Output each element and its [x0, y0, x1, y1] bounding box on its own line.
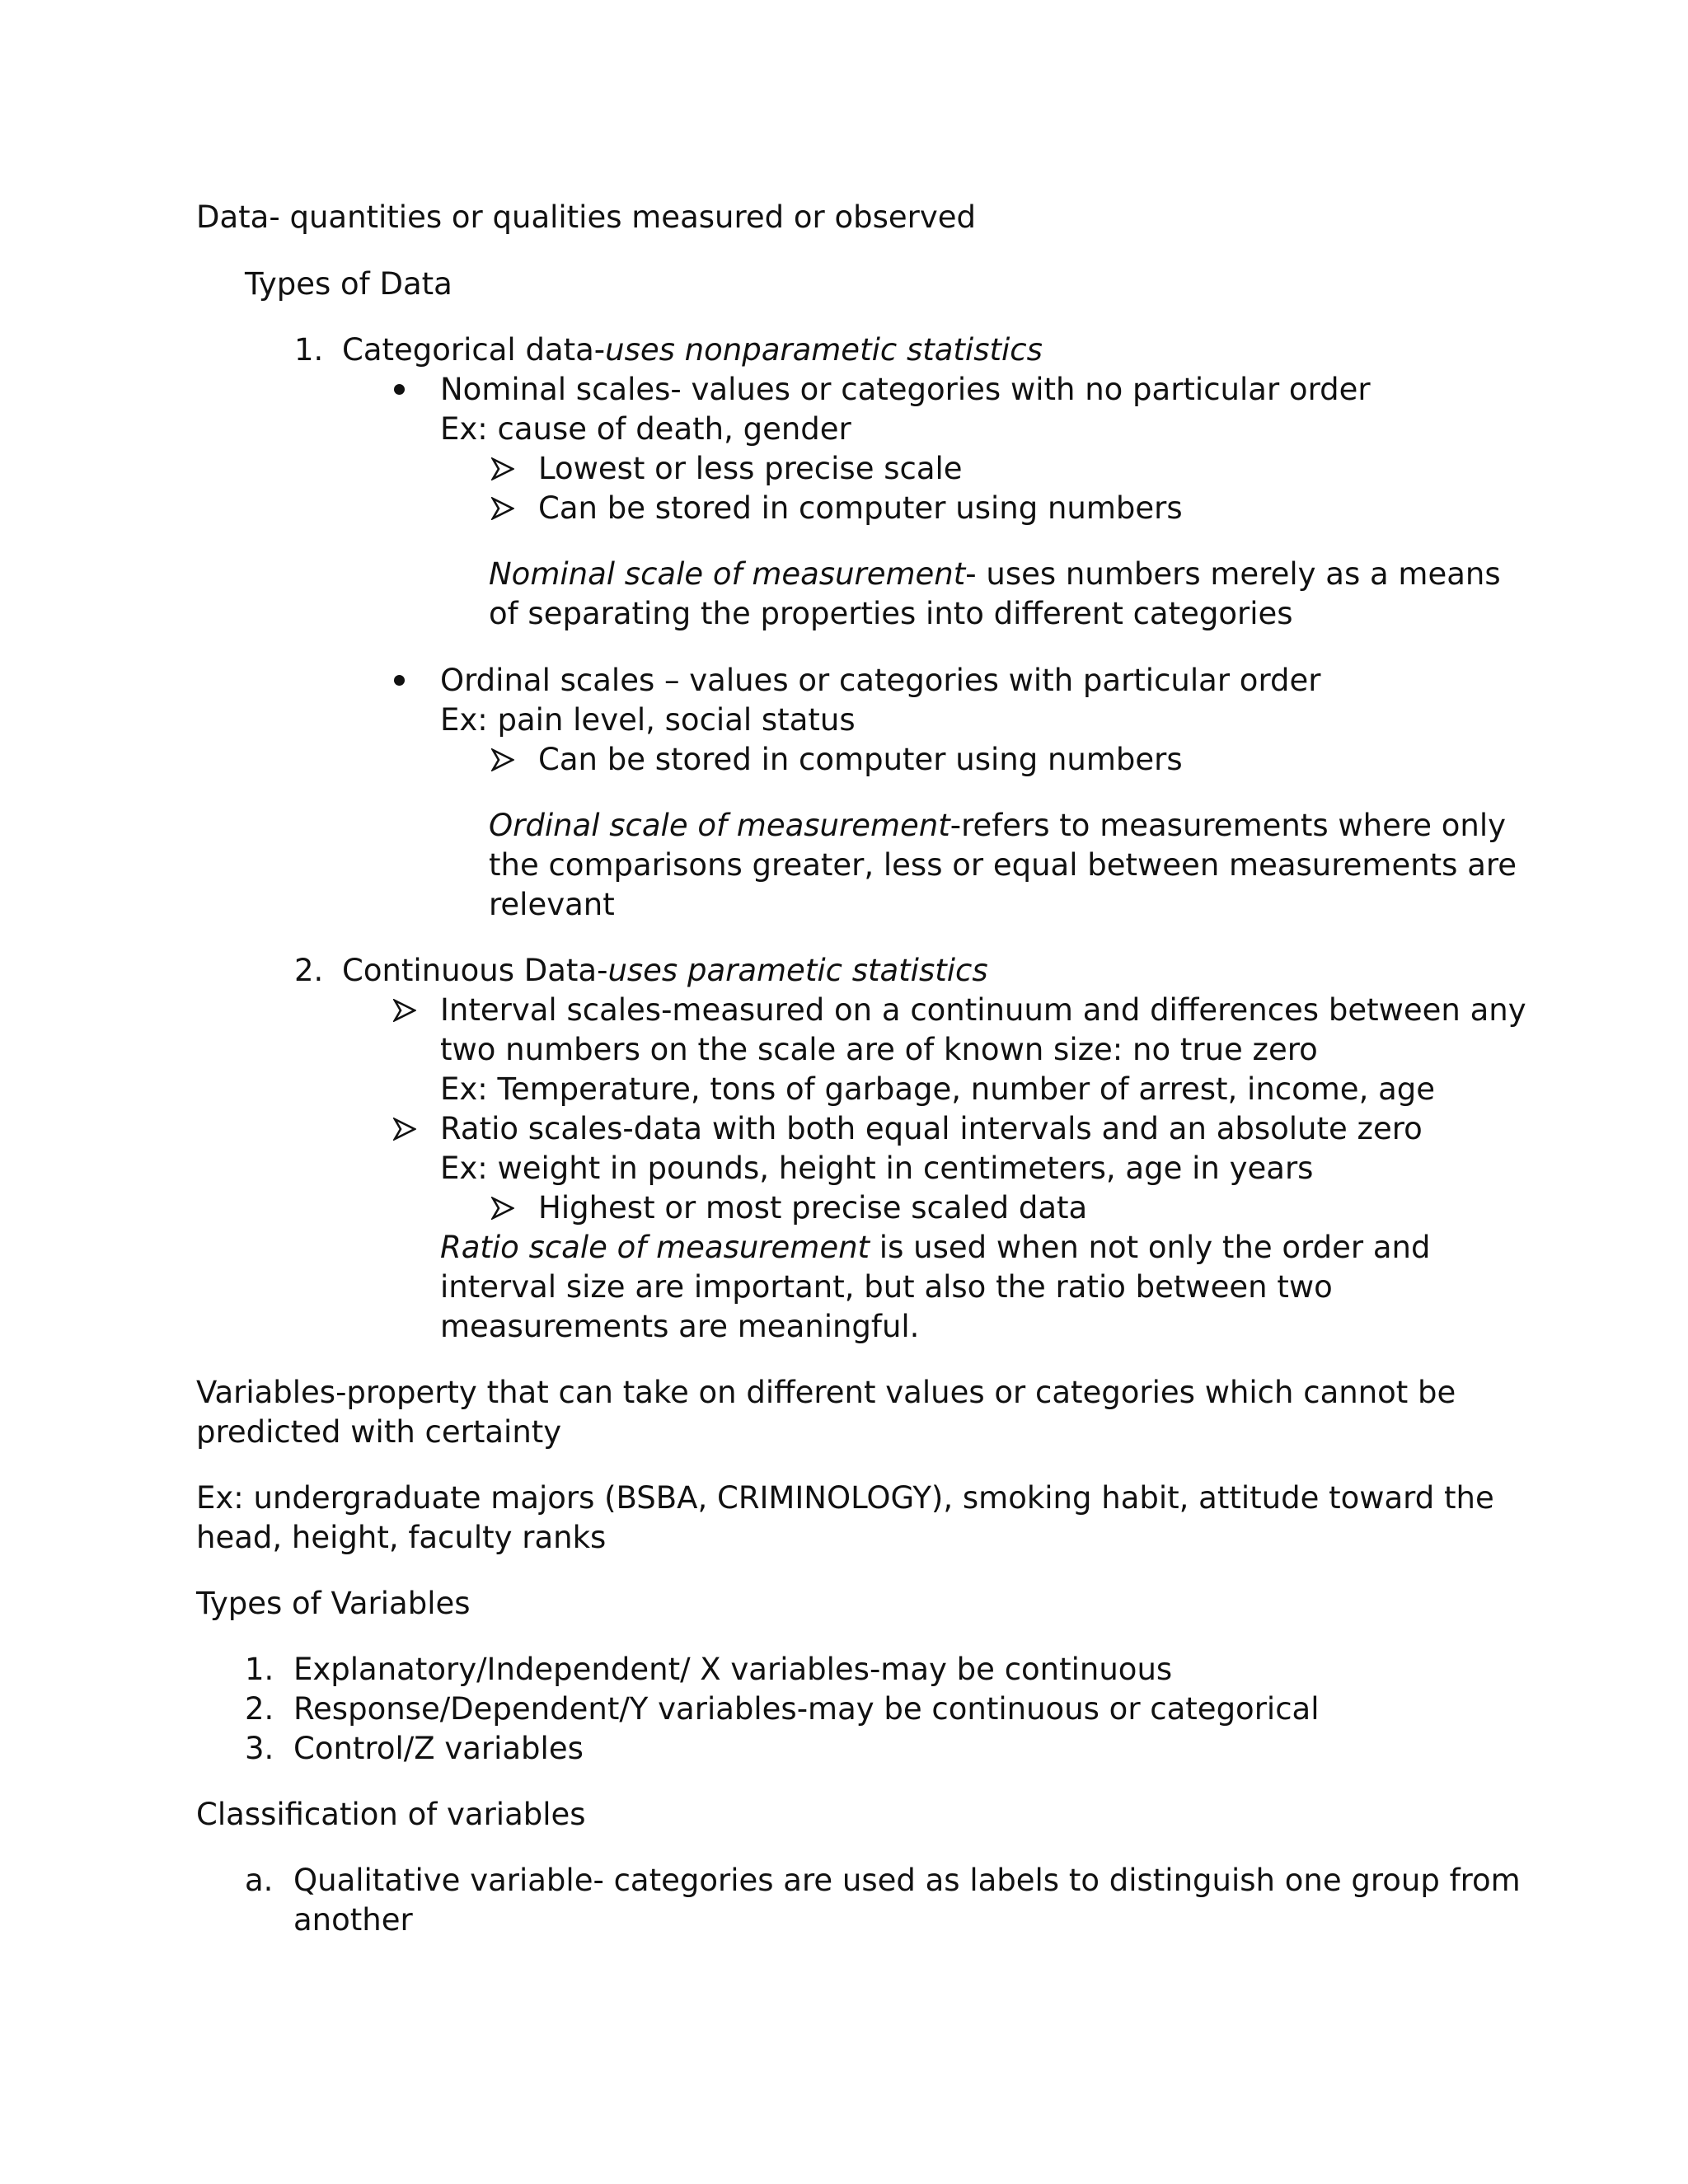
classification-heading: Classification of variables: [196, 1797, 586, 1832]
types-of-variables-heading: Types of Variables: [196, 1586, 471, 1621]
ratio-note-text: is used when not only the order and: [870, 1230, 1431, 1265]
ratio-note-line1: [440, 1228, 1430, 1268]
arrowhead-bullet-icon: [491, 457, 514, 480]
nominal-sub-item: Lowest or less precise scale: [538, 451, 963, 486]
variable-type-item: Response/Dependent/Y variables-may be continuous or categorical: [293, 1691, 1320, 1727]
ordinal-sub-item: Can be stored in computer using numbers: [538, 742, 1183, 777]
variables-definition-line2: predicted with certainty: [196, 1414, 562, 1450]
list-number-1: 1.: [294, 332, 324, 368]
continuous-label-italic: uses parametic statistics: [607, 953, 988, 988]
list-number-2: 2.: [294, 953, 324, 988]
ratio-example: Ex: weight in pounds, height in centimeters, age in years: [440, 1151, 1314, 1186]
variable-type-item: Explanatory/Independent/ X variables-may be continuous: [293, 1652, 1173, 1687]
list-number: 3.: [245, 1731, 274, 1766]
arrowhead-bullet-icon: [393, 999, 416, 1022]
data-definition: Data- quantities or qualities measured or observed: [196, 199, 977, 235]
categorical-label: Categorical data-: [342, 332, 606, 368]
interval-line1: Interval scales-measured on a continuum and differences between any: [440, 992, 1526, 1028]
interval-example: Ex: Temperature, tons of garbage, number of arrest, income, age: [440, 1071, 1436, 1107]
ordinal-note-line3: relevant: [489, 887, 615, 922]
ordinal-note-line2: the comparisons greater, less or equal between measurements are: [489, 847, 1517, 883]
ordinal-note-line1: [489, 806, 1506, 846]
classification-item-line1: Qualitative variable- categories are used as labels to distinguish one group from: [293, 1863, 1521, 1898]
arrowhead-bullet-icon: [491, 497, 514, 520]
ordinal-note-term: Ordinal scale of measurement: [489, 808, 950, 843]
ratio-note-line3: measurements are meaningful.: [440, 1309, 920, 1344]
list-letter: a.: [245, 1863, 274, 1898]
continuous-heading: [342, 951, 988, 991]
ordinal-example: Ex: pain level, social status: [440, 702, 856, 738]
ratio-note-term: Ratio scale of measurement: [440, 1230, 870, 1265]
nominal-note-line2: of separating the properties into different categories: [489, 596, 1293, 631]
nominal-sub-item: Can be stored in computer using numbers: [538, 490, 1183, 526]
variables-example-line2: head, height, faculty ranks: [196, 1520, 607, 1555]
variable-type-item: Control/Z variables: [293, 1731, 584, 1766]
variables-definition-line1: Variables-property that can take on different values or categories which cannot be: [196, 1375, 1456, 1410]
list-number: 1.: [245, 1652, 274, 1687]
ratio-line1: Ratio scales-data with both equal intervals and an absolute zero: [440, 1111, 1423, 1146]
bullet-dot-icon: [394, 675, 405, 686]
interval-line2: two numbers on the scale are of known size: no true zero: [440, 1032, 1318, 1067]
ordinal-scales-text: Ordinal scales – values or categories with particular order: [440, 663, 1321, 698]
bullet-dot-icon: [394, 384, 405, 395]
types-of-data-heading: Types of Data: [245, 266, 452, 302]
classification-item-line2: another: [293, 1902, 413, 1938]
list-number: 2.: [245, 1691, 274, 1727]
nominal-note-line1: [489, 555, 1501, 594]
nominal-scales-text: Nominal scales- values or categories with no particular order: [440, 372, 1371, 407]
categorical-heading: [342, 330, 1043, 370]
ordinal-note-text: -refers to measurements where only: [950, 808, 1507, 843]
ratio-note-line2: interval size are important, but also the ratio between two: [440, 1269, 1333, 1305]
arrowhead-bullet-icon: [491, 1197, 514, 1220]
ratio-sub-item: Highest or most precise scaled data: [538, 1190, 1088, 1226]
nominal-note-term: Nominal scale of measurement: [489, 556, 966, 592]
variables-example-line1: Ex: undergraduate majors (BSBA, CRIMINOLOGY), smoking habit, attitude toward the: [196, 1480, 1494, 1516]
categorical-label-italic: uses nonparametic statistics: [605, 332, 1043, 368]
arrowhead-bullet-icon: [393, 1118, 416, 1141]
arrowhead-bullet-icon: [491, 748, 514, 771]
nominal-example: Ex: cause of death, gender: [440, 411, 851, 447]
continuous-label: Continuous Data-: [342, 953, 608, 988]
nominal-note-text: - uses numbers merely as a means: [965, 556, 1501, 592]
